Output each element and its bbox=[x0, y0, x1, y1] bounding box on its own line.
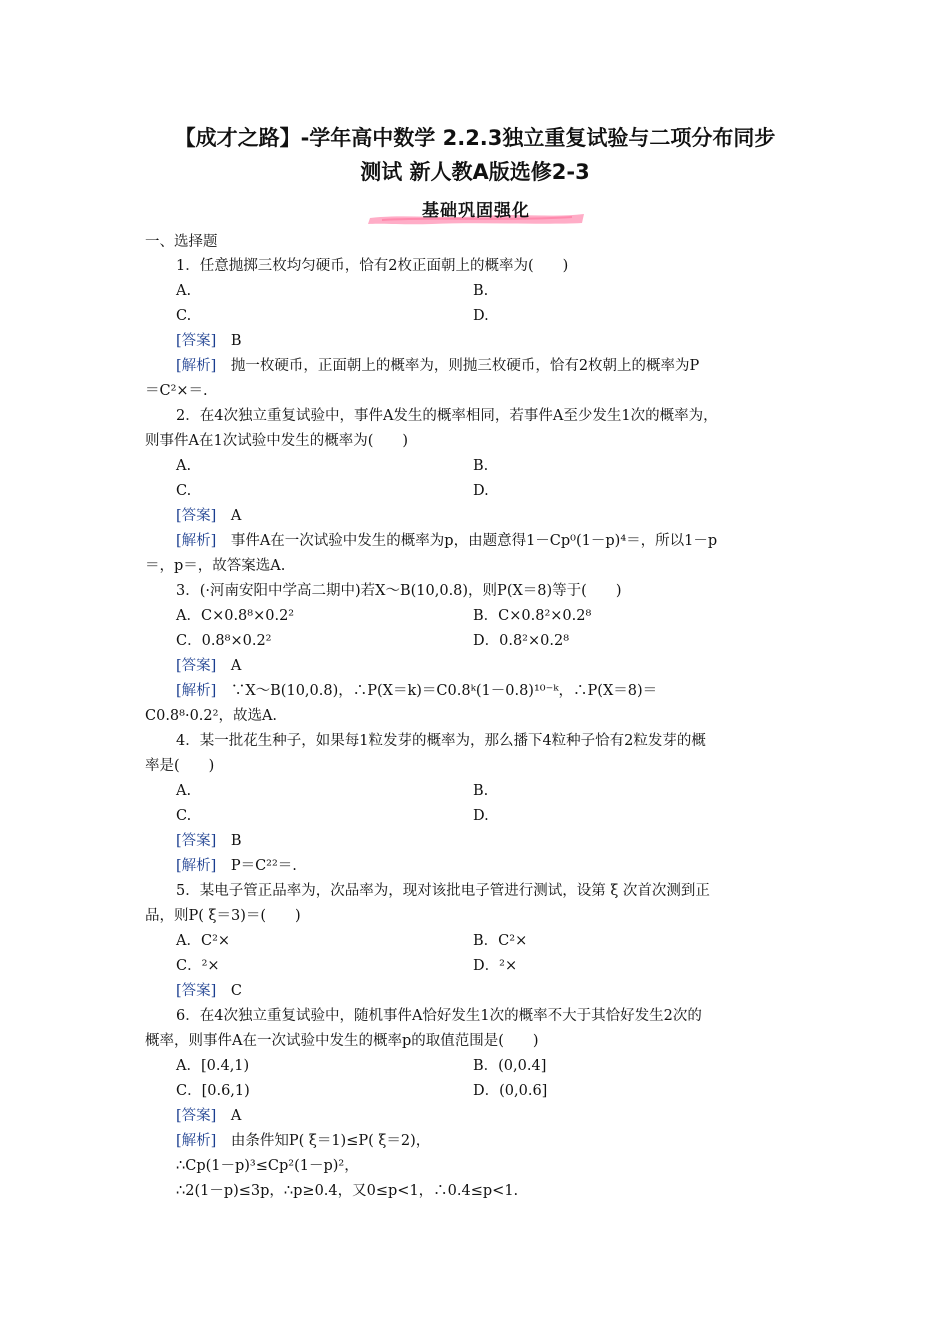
text-line bbox=[145, 906, 301, 926]
line-text: C．[0.6,1) bbox=[176, 1083, 250, 1099]
answer-line bbox=[176, 981, 242, 1001]
answer-line bbox=[176, 656, 241, 676]
line-text: 率是( ) bbox=[145, 758, 215, 774]
analysis-line bbox=[176, 531, 717, 551]
line-text: ∴Cp(1－p)³≤Cp²(1－p)²， bbox=[176, 1158, 359, 1174]
text-line bbox=[176, 631, 272, 651]
analysis-tag: [解析] bbox=[176, 1133, 217, 1149]
text-line bbox=[176, 1181, 518, 1201]
answer-tag: [答案] bbox=[176, 658, 217, 674]
line-text: D. bbox=[473, 483, 489, 499]
text-line bbox=[473, 606, 591, 626]
line-text: A bbox=[216, 658, 242, 674]
doc-title-line-1: 【成才之路】-学年高中数学 2.2.3独立重复试验与二项分布同步 bbox=[174, 126, 776, 150]
answer-tag: [答案] bbox=[176, 333, 217, 349]
line-text: B. bbox=[473, 783, 489, 799]
analysis-line bbox=[176, 856, 297, 876]
text-line bbox=[145, 756, 214, 776]
text-line bbox=[176, 781, 191, 801]
answer-tag: [答案] bbox=[176, 833, 217, 849]
line-text: A bbox=[216, 508, 242, 524]
line-text: C. bbox=[176, 308, 192, 324]
line-text: 由条件知P( ξ＝1)≤P( ξ＝2)， bbox=[216, 1133, 431, 1149]
line-text: 事件A在一次试验中发生的概率为p，由题意得1－Cp⁰(1－p)⁴＝，所以1－p bbox=[216, 533, 718, 549]
text-line bbox=[145, 706, 277, 726]
line-text: B．(0,0.4] bbox=[473, 1058, 547, 1074]
line-text: B bbox=[216, 833, 242, 849]
answer-tag: [答案] bbox=[176, 1108, 217, 1124]
analysis-tag: [解析] bbox=[176, 683, 217, 699]
analysis-tag: [解析] bbox=[176, 858, 217, 874]
section-label: 一、选择题 bbox=[145, 234, 218, 250]
line-text: 概率，则事件A在一次试验中发生的概率p的取值范围是( ) bbox=[145, 1033, 539, 1049]
text-line bbox=[145, 381, 208, 401]
answer-line bbox=[176, 831, 241, 851]
text-line bbox=[176, 731, 706, 751]
line-text: C bbox=[216, 983, 242, 999]
section-banner bbox=[362, 192, 590, 226]
text-line bbox=[176, 281, 191, 301]
line-text: B. bbox=[473, 458, 489, 474]
line-text: 2．在4次独立重复试验中，事件A发生的概率相同，若事件A至少发生1次的概率为， bbox=[176, 408, 718, 424]
text-line bbox=[145, 556, 285, 576]
text-line bbox=[176, 1156, 359, 1176]
line-text: C．0.8⁸×0.2² bbox=[176, 633, 272, 649]
text-line bbox=[473, 1056, 546, 1076]
line-text: D．(0,0.6] bbox=[473, 1083, 548, 1099]
line-text: C0.8⁸·0.2²，故选A. bbox=[145, 708, 278, 724]
text-line bbox=[145, 431, 408, 451]
text-line bbox=[473, 956, 517, 976]
line-text: A. bbox=[176, 783, 192, 799]
text-line bbox=[473, 456, 488, 476]
line-text: 5．某电子管正品率为，次品率为，现对该批电子管进行测试，设第 ξ 次首次测到正 bbox=[176, 883, 710, 899]
text-line bbox=[176, 481, 191, 501]
text-line bbox=[473, 806, 489, 826]
line-text: D．²× bbox=[473, 958, 518, 974]
line-text: A. bbox=[176, 458, 192, 474]
text-line bbox=[473, 631, 569, 651]
text-line bbox=[176, 1081, 250, 1101]
text-line bbox=[176, 806, 191, 826]
line-text: 则事件A在1次试验中发生的概率为( ) bbox=[145, 433, 409, 449]
line-text: P＝C²²＝. bbox=[216, 858, 297, 874]
text-line bbox=[176, 456, 191, 476]
analysis-line bbox=[176, 1131, 430, 1151]
line-text: D. bbox=[473, 808, 489, 824]
text-line bbox=[145, 1031, 539, 1051]
line-text: ∵X～B(10,0.8)，∴P(X＝k)＝C0.8ᵏ(1－0.8)¹⁰⁻ᵏ，∴P(X＝8)＝ bbox=[216, 683, 658, 699]
line-text: ＝C²×＝. bbox=[145, 383, 208, 399]
text-line bbox=[176, 881, 710, 901]
text-line bbox=[176, 931, 230, 951]
answer-line bbox=[176, 1106, 241, 1126]
line-text: ∴2(1－p)≤3p，∴p≥0.4，又0≤p<1，∴0.4≤p<1. bbox=[176, 1183, 519, 1199]
doc-title-line-2: 测试 新人教A版选修2-3 bbox=[360, 160, 590, 184]
text-line bbox=[176, 581, 622, 601]
line-text: A. bbox=[176, 283, 192, 299]
line-text: 4．某一批花生种子，如果每1粒发芽的概率为，那么播下4粒种子恰有2粒发芽的概 bbox=[176, 733, 706, 749]
text-line bbox=[473, 781, 488, 801]
line-text: 抛一枚硬币，正面朝上的概率为，则抛三枚硬币，恰有2枚朝上的概率为P bbox=[216, 358, 700, 374]
analysis-line bbox=[176, 356, 699, 376]
analysis-line bbox=[176, 681, 657, 701]
text-line bbox=[473, 931, 527, 951]
analysis-tag: [解析] bbox=[176, 533, 217, 549]
text-line bbox=[176, 1006, 702, 1026]
text-line bbox=[473, 481, 489, 501]
line-text: C．²× bbox=[176, 958, 220, 974]
line-text: ＝，p＝，故答案选A. bbox=[145, 558, 286, 574]
text-line bbox=[473, 1081, 547, 1101]
line-text: B．C×0.8²×0.2⁸ bbox=[473, 608, 592, 624]
line-text: A．C×0.8⁸×0.2² bbox=[176, 608, 295, 624]
line-text: 1．任意抛掷三枚均匀硬币，恰有2枚正面朝上的概率为( ) bbox=[176, 258, 569, 274]
line-text: 6．在4次独立重复试验中，随机事件A恰好发生1次的概率不大于其恰好发生2次的 bbox=[176, 1008, 702, 1024]
text-line bbox=[176, 956, 220, 976]
text-line bbox=[176, 1056, 249, 1076]
text-line bbox=[176, 606, 294, 626]
line-text: D．0.8²×0.2⁸ bbox=[473, 633, 570, 649]
text-line bbox=[176, 406, 718, 426]
text-line bbox=[473, 281, 488, 301]
line-text: C. bbox=[176, 808, 192, 824]
answer-tag: [答案] bbox=[176, 983, 217, 999]
line-text: 品，则P( ξ＝3)＝( ) bbox=[145, 908, 301, 924]
answer-tag: [答案] bbox=[176, 508, 217, 524]
text-line bbox=[176, 256, 568, 276]
text-line bbox=[473, 306, 489, 326]
line-text: B. bbox=[473, 283, 489, 299]
line-text: D. bbox=[473, 308, 489, 324]
section-banner-text: 基础巩固强化 bbox=[422, 201, 530, 221]
answer-line bbox=[176, 506, 241, 526]
text-line bbox=[176, 306, 191, 326]
analysis-tag: [解析] bbox=[176, 358, 217, 374]
line-text: C. bbox=[176, 483, 192, 499]
line-text: A bbox=[216, 1108, 242, 1124]
answer-line bbox=[176, 331, 241, 351]
line-text: A．[0.4,1) bbox=[176, 1058, 250, 1074]
line-text: B．C²× bbox=[473, 933, 528, 949]
line-text: 3．(·河南安阳中学高二期中)若X～B(10,0.8)，则P(X＝8)等于( ) bbox=[176, 583, 622, 599]
line-text: A．C²× bbox=[176, 933, 231, 949]
line-text: B bbox=[216, 333, 242, 349]
